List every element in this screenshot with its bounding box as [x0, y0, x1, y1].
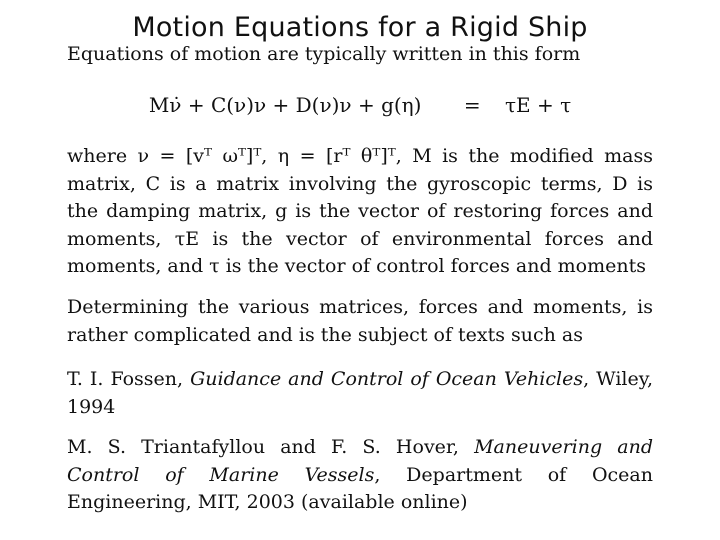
- reference-details: , Department of Ocean Engineering, MIT, 2003 (available online): [67, 463, 653, 513]
- intro-text: Equations of motion are typically written in this form: [67, 43, 581, 65]
- reference-fossen: [67, 366, 653, 421]
- reference-authors: M. S. Triantafyllou and F. S. Hover,: [67, 436, 459, 458]
- definitions-paragraph: where ν = [vᵀ ωᵀ]ᵀ, η = [rᵀ θᵀ]ᵀ, M is the modified mass matrix, C is a matrix involving the gyroscopic terms, D is the damping matrix, g is the vector of restoring forces and moments, τE is the vector of environmental forces and moments, and τ is the vector of control forces and moments: [67, 145, 653, 277]
- equation-lhs: Mν̇ + C(ν)ν + D(ν)ν + g(η): [148, 93, 422, 117]
- reference-book-title: Maneuvering and Control of Marine Vessels: [67, 436, 653, 486]
- equation-rhs: τE + τ: [504, 93, 572, 117]
- reference-authors: T. I. Fossen,: [67, 368, 184, 390]
- slide-title: Motion Equations for a Rigid Ship: [132, 12, 588, 43]
- equation-equals: =: [463, 93, 481, 117]
- equation-of-motion: [0, 92, 720, 118]
- complexity-paragraph: Determining the various matrices, forces and moments, is rather complicated and is the subject of texts such as: [67, 296, 653, 346]
- reference-book-title: Guidance and Control of Ocean Vehicles: [190, 368, 584, 390]
- reference-details: , Wiley, 1994: [67, 368, 653, 418]
- reference-triantafyllou-hover: [67, 434, 653, 517]
